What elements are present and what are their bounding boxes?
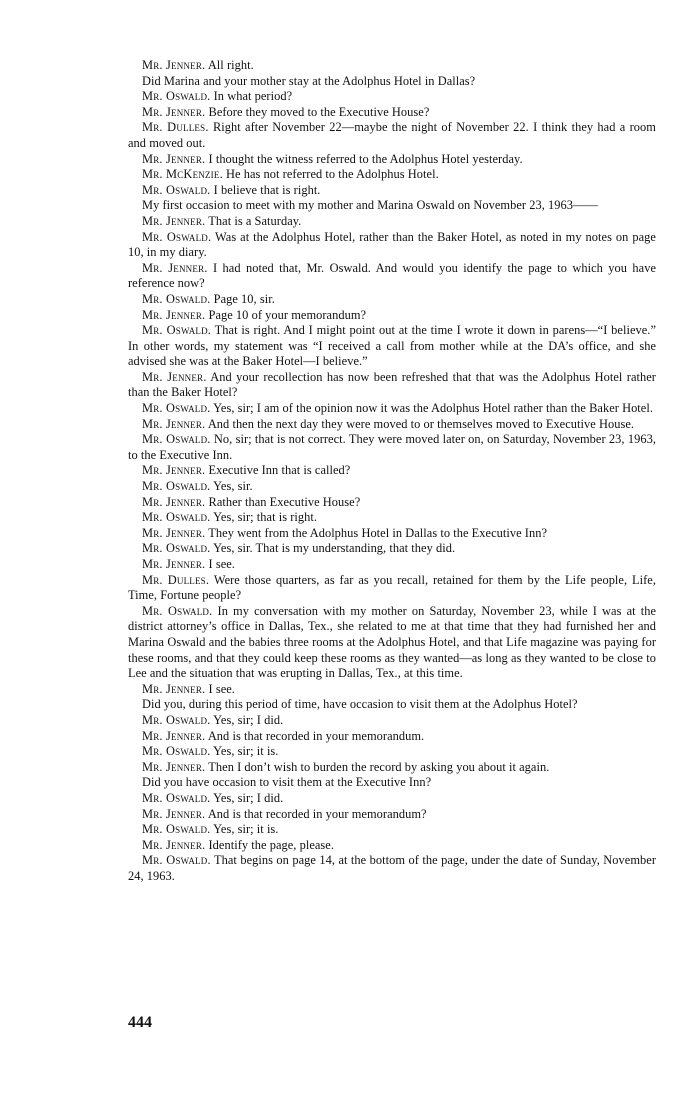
transcript-paragraph — [128, 432, 656, 463]
paragraph-text: And then the next day they were moved to or themselves moved to Executive House. — [207, 416, 635, 431]
transcript-paragraph — [128, 775, 656, 791]
transcript-paragraph — [128, 822, 656, 838]
transcript-paragraph — [128, 105, 656, 121]
speaker-label: Mr. Oswald. — [142, 291, 211, 306]
speaker-label: Mr. Jenner. — [142, 806, 206, 821]
paragraph-text: In my conversation with my mother on Saturday, November 23, while I was at the district attorney’s office in Dallas, Tex., she related to me at that time that they had furnished her and Marina Oswald and the babies three rooms at the Adolphus Hotel, and that Life magazine was paying for these rooms, and that they could keep these rooms as they wanted—as long as they wanted to be close to Lee and the situation that was erupting in Dallas, Tex., at this time. — [128, 603, 656, 681]
transcript-paragraph — [128, 401, 656, 417]
speaker-label: Mr. Oswald. — [142, 182, 211, 197]
transcript-page — [128, 58, 656, 884]
speaker-label: Mr. Oswald. — [142, 853, 211, 868]
paragraph-text: Identify the page, please. — [208, 837, 334, 852]
speaker-label: Mr. Oswald. — [142, 712, 211, 727]
speaker-label: Mr. Jenner. — [142, 557, 206, 571]
paragraph-text: Before they moved to the Executive House? — [208, 104, 430, 119]
paragraph-text: They went from the Adolphus Hotel in Dallas to the Executive Inn? — [208, 525, 548, 540]
paragraph-text: Yes, sir; that is right. — [213, 510, 318, 525]
paragraph-text: That is a Saturday. — [208, 213, 302, 228]
paragraph-text: Right after November 22—maybe the night of November 22. I think they had a room and moved out. — [128, 120, 656, 150]
transcript-paragraph — [128, 183, 656, 199]
transcript-paragraph — [128, 152, 656, 168]
speaker-label: Mr. Jenner. — [142, 307, 206, 322]
speaker-label: Mr. Oswald. — [142, 432, 211, 447]
transcript-paragraph — [128, 323, 656, 370]
speaker-label: Mr. Jenner. — [142, 213, 206, 228]
transcript-paragraph — [128, 230, 656, 261]
transcript-paragraph — [128, 838, 656, 854]
paragraph-text: And is that recorded in your memorandum. — [207, 728, 425, 743]
speaker-label: Mr. Oswald. — [142, 401, 211, 416]
transcript-paragraph — [128, 261, 656, 292]
transcript-paragraph — [128, 74, 656, 90]
transcript-paragraph — [128, 495, 656, 511]
transcript-paragraph — [128, 713, 656, 729]
paragraph-text: My first occasion to meet with my mother and Marina Oswald on November 23, 1963—— — [142, 198, 598, 213]
paragraph-text: All right. — [207, 58, 254, 72]
speaker-label: Mr. Oswald. — [142, 479, 211, 494]
paragraph-text: Yes, sir; I am of the opinion now it was the Adolphus Hotel rather than the Baker Hotel. — [213, 401, 653, 416]
paragraph-text: Rather than Executive House? — [208, 494, 361, 509]
speaker-label: Mr. Dulles. — [142, 572, 210, 587]
transcript-paragraph — [128, 58, 656, 74]
paragraph-text: Yes, sir; it is. — [213, 822, 279, 837]
transcript-paragraph — [128, 479, 656, 495]
paragraph-text: Did Marina and your mother stay at the Adolphus Hotel in Dallas? — [142, 73, 476, 88]
paragraph-text: I thought the witness referred to the Adolphus Hotel yesterday. — [208, 151, 523, 166]
speaker-label: Mr. Oswald. — [142, 744, 211, 759]
paragraph-text: I believe that is right. — [213, 182, 321, 197]
speaker-label: Mr. Jenner. — [142, 837, 206, 852]
speaker-label: Mr. Oswald. — [142, 541, 211, 556]
transcript-body — [128, 58, 656, 884]
transcript-paragraph — [128, 308, 656, 324]
paragraph-text: Yes, sir; I did. — [213, 712, 284, 727]
speaker-label: Mr. Jenner. — [142, 151, 206, 166]
paragraph-text: And your recollection has now been refreshed that that was the Adolphus Hotel rather than the Baker Hotel? — [128, 369, 656, 400]
transcript-paragraph — [128, 214, 656, 230]
speaker-label: Mr. Jenner. — [142, 681, 206, 696]
paragraph-text: Executive Inn that is called? — [208, 463, 351, 478]
paragraph-text: That is right. And I might point out at the time I wrote it down in parens—“I believe.” In other words, my statement was “I received a call from mother while at the DA’s office, and she advised she was at the Baker Hotel—I believe.” — [128, 323, 656, 369]
paragraph-text: That begins on page 14, at the bottom of the page, under the date of Sunday, November 24, 1963. — [128, 853, 656, 883]
page-number: 444 — [128, 1014, 152, 1031]
speaker-label: Mr. Jenner. — [142, 463, 206, 478]
speaker-label: Mr. Oswald. — [142, 822, 211, 837]
speaker-label: Mr. Jenner. — [142, 58, 206, 72]
transcript-paragraph — [128, 510, 656, 526]
paragraph-text: I had noted that, Mr. Oswald. And would you identify the page to which you have reference now? — [128, 260, 656, 291]
transcript-paragraph — [128, 573, 656, 604]
transcript-paragraph — [128, 463, 656, 479]
paragraph-text: And is that recorded in your memorandum? — [207, 806, 427, 821]
speaker-label: Mr. Oswald. — [142, 229, 212, 244]
speaker-label: Mr. Oswald. — [142, 790, 211, 805]
paragraph-text: In what period? — [213, 89, 293, 104]
transcript-paragraph — [128, 417, 656, 433]
speaker-label: Mr. Jenner. — [142, 369, 207, 384]
speaker-label: Mr. Jenner. — [142, 494, 206, 509]
speaker-label: Mr. Jenner. — [142, 525, 206, 540]
paragraph-text: Yes, sir. — [213, 479, 253, 494]
transcript-paragraph — [128, 682, 656, 698]
paragraph-text: Yes, sir. That is my understanding, that they did. — [213, 541, 456, 556]
speaker-label: Mr. Oswald. — [142, 323, 212, 338]
transcript-paragraph — [128, 807, 656, 823]
transcript-paragraph — [128, 697, 656, 713]
speaker-label: Mr. Jenner. — [142, 104, 206, 119]
transcript-paragraph — [128, 744, 656, 760]
transcript-paragraph — [128, 729, 656, 745]
speaker-label: Mr. Jenner. — [142, 728, 206, 743]
paragraph-text: He has not referred to the Adolphus Hotel. — [226, 167, 439, 182]
paragraph-text: I see. — [208, 557, 235, 571]
speaker-label: Mr. McKenzie. — [142, 167, 223, 182]
paragraph-text: Page 10, sir. — [213, 291, 275, 306]
transcript-paragraph — [128, 198, 656, 214]
transcript-paragraph — [128, 526, 656, 542]
paragraph-text: Yes, sir; it is. — [213, 744, 279, 759]
speaker-label: Mr. Jenner. — [142, 416, 206, 431]
paragraph-text: Did you, during this period of time, have occasion to visit them at the Adolphus Hotel? — [142, 697, 578, 712]
transcript-paragraph — [128, 541, 656, 557]
transcript-paragraph — [128, 292, 656, 308]
transcript-paragraph — [128, 89, 656, 105]
paragraph-text: Was at the Adolphus Hotel, rather than the Baker Hotel, as noted in my notes on page 10, in my diary. — [128, 229, 656, 260]
paragraph-text: No, sir; that is not correct. They were moved later on, on Saturday, November 23, 1963, to the Executive Inn. — [128, 432, 656, 462]
paragraph-text: Did you have occasion to visit them at the Executive Inn? — [142, 775, 432, 790]
speaker-label: Mr. Dulles. — [142, 120, 209, 135]
speaker-label: Mr. Jenner. — [142, 260, 208, 275]
transcript-paragraph — [128, 167, 656, 183]
transcript-paragraph — [128, 604, 656, 682]
paragraph-text: I see. — [208, 681, 235, 696]
paragraph-text: Then I don’t wish to burden the record by asking you about it again. — [208, 759, 550, 774]
speaker-label: Mr. Oswald. — [142, 89, 211, 104]
paragraph-text: Were those quarters, as far as you recall, retained for them by the Life people, Life, Time, Fortune people? — [128, 572, 656, 603]
speaker-label: Mr. Jenner. — [142, 759, 206, 774]
paragraph-text: Yes, sir; I did. — [213, 790, 284, 805]
speaker-label: Mr. Oswald. — [142, 603, 213, 618]
transcript-paragraph — [128, 370, 656, 401]
transcript-paragraph — [128, 120, 656, 151]
transcript-paragraph — [128, 557, 656, 573]
transcript-paragraph — [128, 853, 656, 884]
transcript-paragraph — [128, 791, 656, 807]
transcript-paragraph — [128, 760, 656, 776]
speaker-label: Mr. Oswald. — [142, 510, 211, 525]
paragraph-text: Page 10 of your memorandum? — [208, 307, 367, 322]
